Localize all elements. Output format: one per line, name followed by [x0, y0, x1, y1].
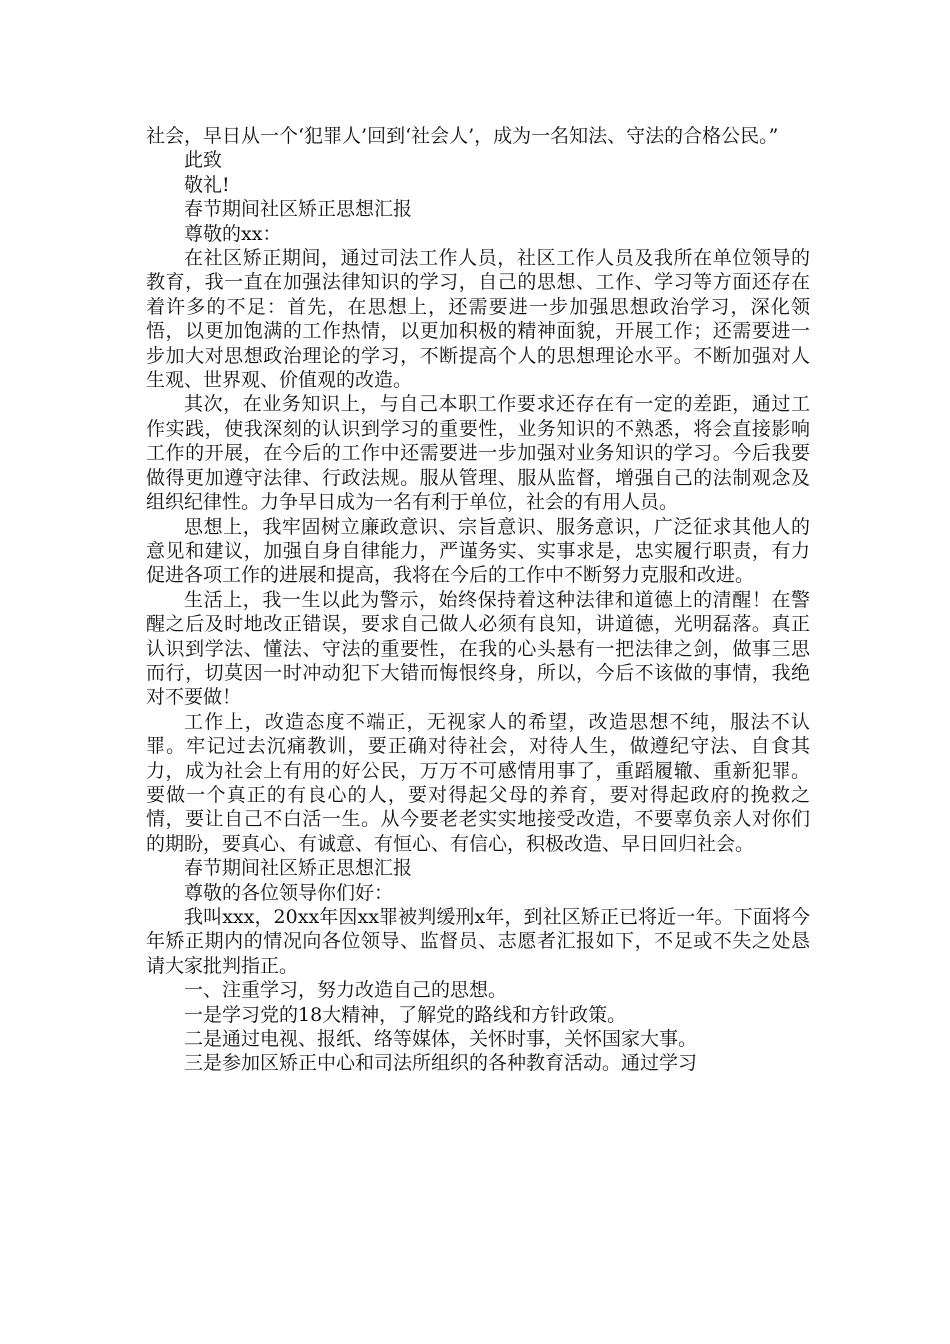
list-item-3: 三是参加区矫正中心和司法所组织的各种教育活动。通过学习 — [184, 1052, 698, 1075]
paragraph-4: 思想上，我牢固树立廉政意识、宗旨意识、服务意识，广泛征求其他人的意见和建议，加强自身自律能力，严谨务实、实事求是，忠实履行职责，有力促进各项工作的进展和提高，我将在今后的工作中不断努力克服和改进。 — [146, 515, 810, 587]
greeting-1: 尊敬的xx： — [184, 222, 282, 245]
list-item-2: 二是通过电视、报纸、络等媒体，关怀时事，关怀国家大事。 — [184, 1028, 698, 1051]
paragraph-1: 社会，早日从一个‘犯罪人’回到‘社会人’，成为一名知法、守法的合格公民。” — [146, 125, 779, 147]
section-title-2: 春节期间社区矫正思想汇报 — [184, 857, 413, 880]
greeting-2: 尊敬的各位领导你们好： — [184, 881, 394, 904]
list-heading-1: 一、注重学习，努力改造自己的思想。 — [184, 979, 508, 1002]
paragraph-5: 生活上，我一生以此为警示，始终保持着这种法律和道德上的清醒！在警醒之后及时地改正错误，要求自己做人必须有良知，讲道德，光明磊落。真正认识到学法、懂法、守法的重要性，在我的心头悬有一把法律之剑，做事三思而行，切莫因一时冲动犯下大错而悔恨终身，所以，今后不该做的事情，我绝对不要做！ — [146, 588, 810, 709]
document-body — [146, 124, 810, 1076]
paragraph-3: 其次，在业务知识上，与自己本职工作要求还存在有一定的差距，通过工作实践，使我深刻的认识到学习的重要性，业务知识的不熟悉，将会直接影响工作的开展，在今后的工作中还需要进一步加强对业务知识的学习。今后我要做得更加遵守法律、行政法规。服从管理、服从监督，增强自己的法制观念及组织纪律性。力争早日成为一名有利于单位，社会的有用人员。 — [146, 393, 810, 514]
paragraph-6: 工作上，改造态度不端正，无视家人的希望，改造思想不纯，服法不认罪。牢记过去沉痛教训，要正确对待社会，对待人生，做遵纪守法、自食其力，成为社会上有用的好公民，万万不可感情用事了，重蹈履辙、重新犯罪。要做一个真正的有良心的人，要对得起父母的养育，要对得起政府的挽救之情，要让自己不白活一生。从今要老老实实地接受改造，不要辜负亲人对你们的期盼，要真心、有诚意、有恒心、有信心，积极改造、早日回归社会。 — [146, 710, 810, 855]
salutation-jing-li: 敬礼! — [184, 173, 230, 196]
paragraph-7: 我叫xxx，20xx年因xx罪被判缓刑x年，到社区矫正已将近一年。下面将今年矫正期内的情况向各位领导、监督员、志愿者汇报如下，不足或不失之处恳请大家批判指正。 — [146, 906, 810, 977]
paragraph-2: 在社区矫正期间，通过司法工作人员，社区工作人员及我所在单位领导的教育，我一直在加强法律知识的学习，自己的思想、工作、学习等方面还存在着许多的不足：首先，在思想上，还需要进一步加强思想政治学习，深化领悟，以更加饱满的工作热情，以更加积极的精神面貌，开展工作；还需要进一步加大对思想政治理论的学习，不断提高个人的思想理论水平。不断加强对人生观、世界观、价值观的改造。 — [146, 247, 810, 392]
section-title-1: 春节期间社区矫正思想汇报 — [184, 198, 413, 221]
salutation-ci-zhi: 此致 — [184, 149, 223, 172]
list-item-1: 一是学习党的18大精神，了解党的路线和方针政策。 — [184, 1003, 627, 1026]
